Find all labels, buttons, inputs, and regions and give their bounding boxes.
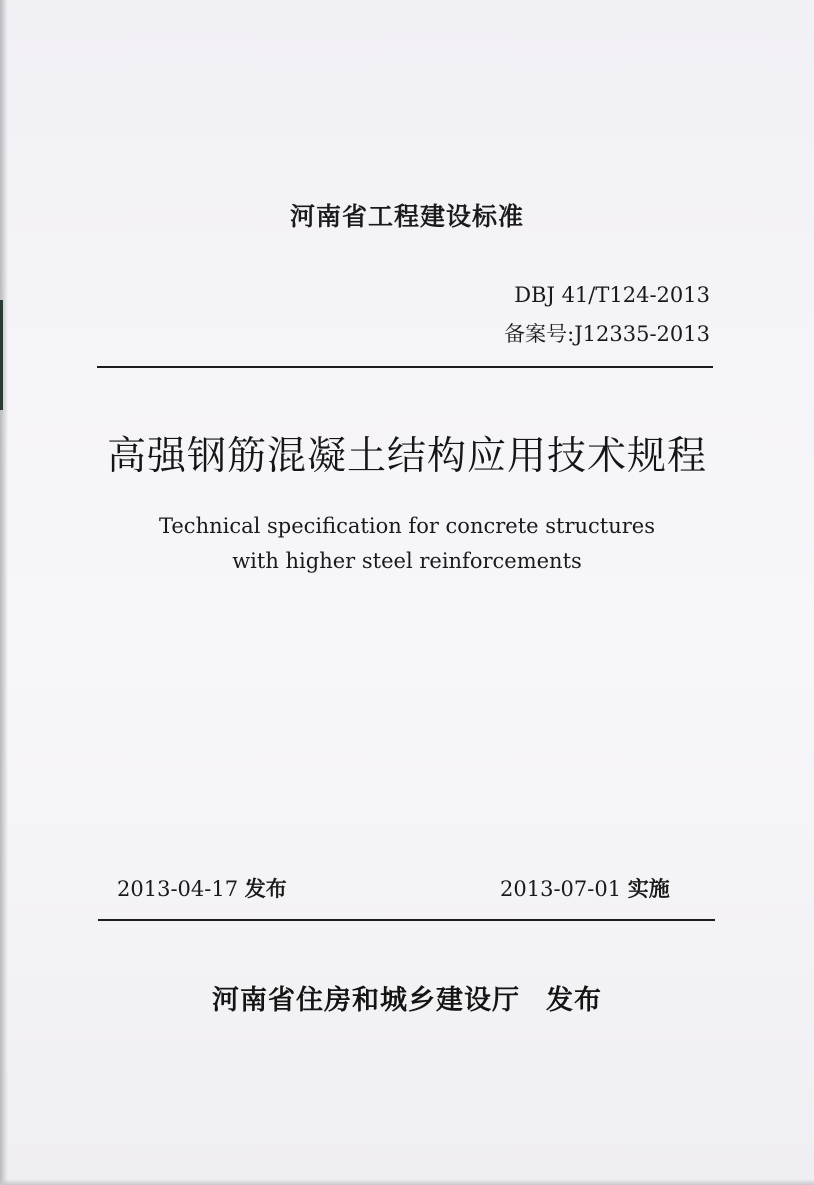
english-title-line2: with higher steel reinforcements	[232, 549, 582, 573]
publisher-name: 河南省住房和城乡建设厅	[212, 985, 520, 1016]
issue-date: 2013-04-17	[117, 877, 239, 901]
effective-label: 实施	[627, 877, 670, 901]
bottom-edge-shadow	[0, 1179, 814, 1185]
publisher-line	[0, 978, 814, 1017]
record-number: 备案号:J12335-2013	[504, 322, 710, 346]
document-title: 高强钢筋混凝土结构应用技术规程	[106, 434, 707, 479]
publisher-action: 发布	[546, 985, 602, 1016]
issue-date-line	[117, 873, 287, 903]
effective-date-line	[500, 873, 670, 903]
divider-top	[97, 366, 713, 368]
standard-type: 河南省工程建设标准	[289, 202, 524, 231]
english-title-line1: Technical specification for concrete structures	[159, 514, 655, 538]
standard-code: DBJ 41/T124-2013	[514, 283, 710, 307]
effective-date: 2013-07-01	[500, 877, 622, 901]
issue-label: 发布	[244, 877, 287, 901]
divider-bottom	[98, 919, 715, 921]
binding-mark	[0, 300, 3, 410]
